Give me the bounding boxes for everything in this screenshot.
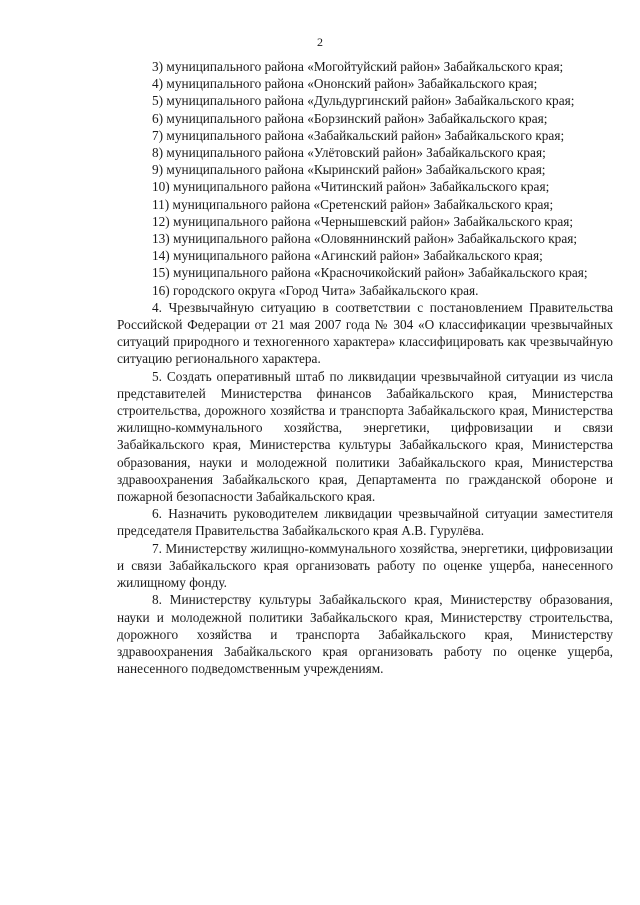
list-item: 8) муниципального района «Улётовский район» Забайкальского края;: [152, 145, 546, 161]
list-item: 11) муниципального района «Сретенский район» Забайкальского края;: [152, 196, 554, 212]
list-item: 7) муниципального района «Забайкальский район» Забайкальского края;: [152, 127, 565, 143]
list-item: 12) муниципального района «Чернышевский район» Забайкальского края;: [152, 213, 574, 229]
paragraph-8-institutions-damage: 8. Министерству культуры Забайкальского края, Министерству образования, науки и молодежной политики Забайкальского края, Министерству строительства, дорожного хозяйства и транспорта Забайкальского края, Министерству здравоохранения Забайкальского края организовать работу по оценке ущерба, нанесенного подведомственным учреждениям.: [117, 592, 613, 677]
paragraph-7-housing-damage: 7. Министерству жилищно-коммунального хозяйства, энергетики, цифровизации и связи Забайкальского края организовать работу по оценке ущерба, нанесенного жилищному фонду.: [117, 540, 613, 591]
list-item: 13) муниципального района «Оловяннинский район» Забайкальского края;: [152, 231, 578, 247]
paragraph-4-classification: 4. Чрезвычайную ситуацию в соответствии с постановлением Правительства Российской Федерации от 21 мая 2007 года № 304 «О классификации чрезвычайных ситуаций природного и техногенного характера» классифицировать как чрезвычайную ситуацию регионального характера.: [117, 299, 613, 367]
list-item: 10) муниципального района «Читинский район» Забайкальского края;: [152, 179, 550, 195]
list-item: 9) муниципального района «Кыринский район» Забайкальского края;: [152, 162, 546, 178]
document-body: [117, 58, 613, 677]
list-item: 3) муниципального района «Могойтуйский район» Забайкальского края;: [152, 59, 564, 74]
list-item: 4) муниципального района «Ононский район» Забайкальского края;: [152, 76, 538, 92]
list-item: 6) муниципального района «Борзинский район» Забайкальского края;: [152, 110, 548, 126]
paragraph-6-head-appointment: 6. Назначить руководителем ликвидации чрезвычайной ситуации заместителя председателя Правительства Забайкальского края А.В. Гурулёва.: [117, 506, 613, 539]
list-item: 15) муниципального района «Красночикойский район» Забайкальского края;: [152, 265, 588, 281]
list-item: 5) муниципального района «Дульдургинский район» Забайкальского края;: [152, 93, 575, 109]
page-number: 2: [317, 35, 323, 49]
list-item: 14) муниципального района «Агинский район» Забайкальского края;: [152, 248, 543, 264]
paragraph-5-operational-headquarters: 5. Создать оперативный штаб по ликвидации чрезвычайной ситуации из числа представителей Министерства финансов Забайкальского края, Министерства строительства, дорожного хозяйства и транспорта Забайкальского края, Министерства жилищно-коммунального хозяйства, энергетики, цифровизации и связи Забайкальского края, Министерства культуры Забайкальского края, Министерства образования, науки и молодежной политики Забайкальского края, Министерства здравоохранения Забайкальского края, Департамента по гражданской обороне и пожарной безопасности Забайкальского края.: [117, 368, 613, 505]
list-item: 16) городского округа «Город Чита» Забайкальского края.: [152, 282, 479, 298]
